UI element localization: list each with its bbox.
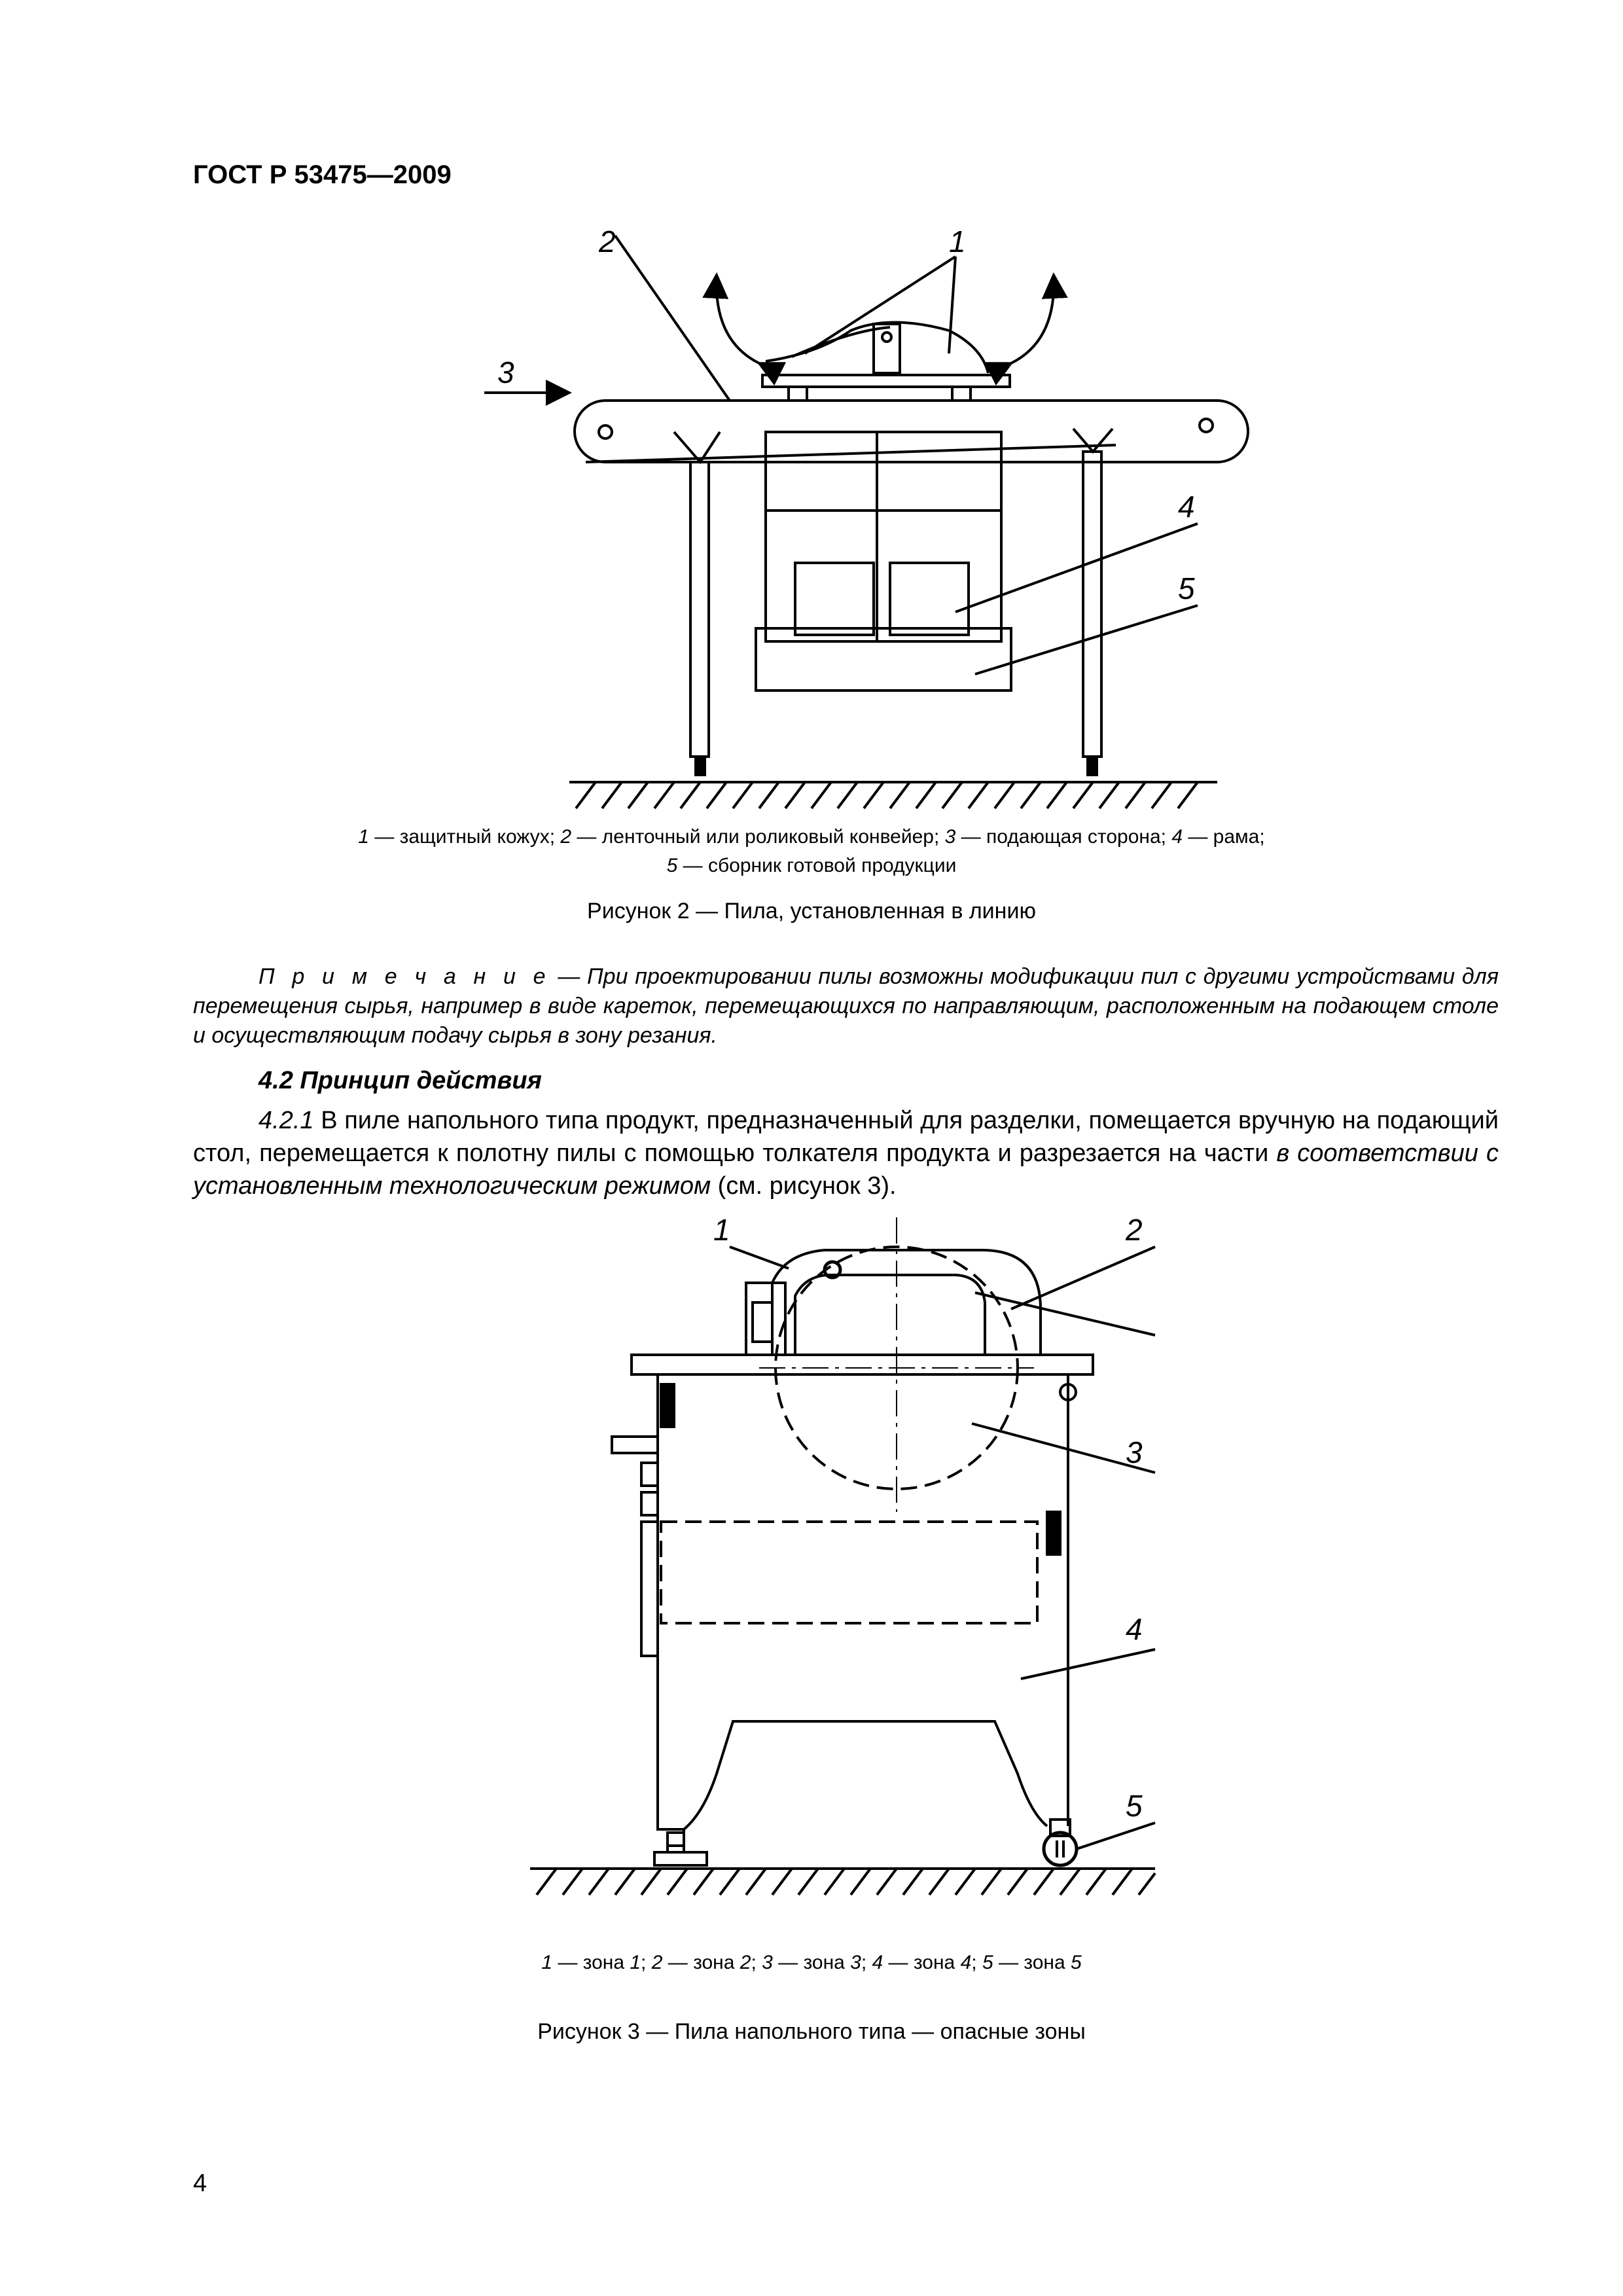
figure-3-title: Рисунок 3 — Пила напольного типа — опасные зоны xyxy=(537,2019,1086,2044)
fig2-callout-3: 3 xyxy=(497,355,514,389)
saw-table-top xyxy=(632,1355,1093,1374)
figure-3-legend: 1 — зона 1; 2 — зона 2; 3 — зона 3; 4 — зона 4; 5 — зона 5 xyxy=(541,1952,1082,1973)
figure-2-legend-line-2: 5 — сборник готовой продукции xyxy=(666,855,957,876)
figure-2-drawing xyxy=(0,0,1623,870)
section-heading: 4.2 Принцип действия xyxy=(259,1067,542,1094)
conveyor-roller-left xyxy=(599,425,612,439)
note-label: П р и м е ч а н и е xyxy=(259,964,551,989)
paragraph-4-2-1: 4.2.1 В пиле напольного типа продукт, предназначенный для разделки, помещается вручную на подающий стол, перемещается к полотну пилы с помощью толкателя продукта и разрезается на части в соответствии с установленным технологическим режимом (см. рисунок 3). xyxy=(193,1107,1499,1200)
page-number: 4 xyxy=(193,2170,207,2197)
collector xyxy=(756,628,1011,691)
document-header: ГОСТ Р 53475—2009 xyxy=(193,160,452,189)
fig2-callout-1: 1 xyxy=(949,224,966,259)
fig3-callout-2: 2 xyxy=(1126,1213,1143,1247)
note-text: — При проектировании пилы возможны модификации пил с другими устройствами для перемещения сырья, например в виде кареток, перемещающихся по направляющим, расположенным на подающем столе и осуществляющим подачу сырья в зону резания. xyxy=(193,964,1499,1048)
note xyxy=(193,962,1499,1050)
wheel xyxy=(1044,1833,1077,1865)
conveyor-roller-right xyxy=(1200,419,1213,432)
leg-right xyxy=(1083,452,1101,757)
fig3-callout-3: 3 xyxy=(1126,1435,1143,1469)
fig2-callout-5: 5 xyxy=(1178,571,1195,605)
fig3-callout-5: 5 xyxy=(1126,1789,1143,1823)
figure-2-title: Рисунок 2 — Пила, установленная в линию xyxy=(587,899,1036,924)
fig3-callout-4: 4 xyxy=(1126,1612,1143,1646)
saw-body xyxy=(658,1374,1068,1826)
saw-guard xyxy=(772,1250,1041,1355)
fig3-callout-1: 1 xyxy=(713,1213,730,1247)
leg-left xyxy=(690,462,709,757)
fig2-callout-4: 4 xyxy=(1178,490,1195,524)
figure-3-drawing xyxy=(0,1204,1623,1924)
figure-2-legend-line-1: 1 — защитный кожух; 2 — ленточный или роликовый конвейер; 3 — подающая сторона; 4 — рама; xyxy=(358,826,1265,848)
fig2-callout-2: 2 xyxy=(599,224,616,259)
